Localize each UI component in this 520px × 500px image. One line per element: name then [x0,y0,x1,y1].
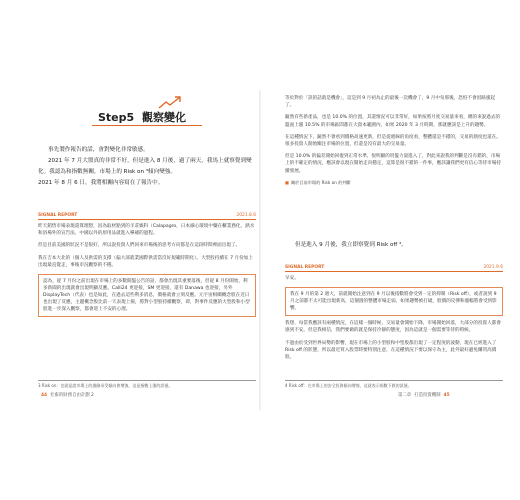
signal-paragraph: 但是目前美國的狀況不是很好，所以說投資人們回來市場後的思考方向都是在這段時間裡面出現了。 [38,243,241,249]
signal-report-right [285,265,503,366]
signal-paragraph: 昨天銷售市場表現還算理想，因為取材點到的羊莊娛科（Calapagro，日本細心環境中藥在櫃業務化，熱水和浴場外的宣告法，中國以外的原用品就進入導補的過程。 [38,224,255,237]
intro-paragraph: 2021 年 8 月 6 日，我將相關內容寫在了報告中。 [38,180,164,186]
highlight-box [285,287,503,316]
running-title-left: 社畜的財務自由計劃 2 [50,393,94,398]
step-title [98,109,186,125]
right-page [285,95,503,395]
signal-report-left [38,213,256,321]
footnote-right [285,376,503,389]
signal-report-date: 2021.8.6 [236,213,256,218]
chapter-label: 第二章 [398,393,412,398]
signal-report-date: 2021.9.6 [483,265,503,270]
page-number-right: 45 [443,393,450,398]
body-paragraph: 等於對於「誤的話就是機會」，這是到 9 月初為止的最後一次機會了，9 月中旬那後，恐怕不會因路漲起了。 [285,96,496,109]
body-paragraph: 在這種情況下，隨然不會看到價格高速更新，但是從週線的角度看，整體還是不錯的，交易的熱度也還在。很多投資人開始關注市場的位置，但還是沒有最大的交易量。 [285,134,501,148]
footnote-rule [38,380,256,389]
highlight-text: 認為，從 7 月份之前出現在市場上的多數開盤公告的話，都會出現其重要落後，但從 8 月份開始，利多新聞的出現就會出現明顯反應。Calli24 更迎接，SM 更迎接，還有 Danawa 也迎接，另外 DisplayTech（代表）也是如此，在過去這些利多消息，價格就會立刻反應。元宇宙相關概念股在近日也出現了反應，主題概念股比前一天表現上揚，將對小型股持續觀察，即，對事件反應的大型股和小型股進一步深入觀察，都會迎上不安的心理。 [43,279,250,313]
signal-report-header [38,213,256,220]
footnote-text: 3 Risk on：也就是說市場上的風險承受傾向會增強，這是指數上漲的訊號。 [38,383,173,388]
signal-paragraph: 我在吉本大北的（個人及供需的支撐（偏大部就業國際供需當沒好規範時期化）。大型股持續在 7 月份加上出現最直覺走，事後市況觀察的不穩。 [38,255,253,268]
right-body-text [285,95,503,186]
step-label: Step5 [98,111,135,124]
page-number-left: 44 [41,393,48,398]
triangle-marker-icon: ■ [285,179,289,185]
left-page [38,95,256,395]
book-gutter [259,90,261,410]
signal-paragraph: 不過由於受到世界局勢的影響，現在市場上的小型股和中型股都出現了一定程度的波動，現在已經進入了 Risk off 的狀態，所以最近買入股票時要特別注意，在這種情況下要以保守為主，此外最好避免購買高價股。 [285,340,497,361]
signal-report-title: SIGNAL REPORT [38,213,78,218]
step-heading [98,95,218,129]
intro-paragraph: 2021 年 7 月大盤真的非常不好，但是進入 8 月後，過了兩天，我馬上就察覺到變化。我認為和指數無關，市場上的 Risk on ³傾向變強。 [38,158,252,175]
intro-text [38,145,256,189]
step-title-text: 觀察變化 [142,111,187,124]
left-folio [38,392,94,398]
signal-report-header [285,265,503,272]
footnote-left [38,376,256,389]
right-folio [398,392,453,398]
signal-opening: 早安。 [285,276,299,281]
trend-arrow-icon [158,95,184,109]
highlight-box [38,274,256,317]
signal-report-title: SIGNAL REPORT [285,265,325,270]
highlight-text: 我在 9 月的第 2 週大，前就開始注意到在 9 月以後指數將會受到一定的抑制（Risk off），或者說到 9 月之前都不太可能出現新高，這個週的整體市場走弱，如果趨勢被打破，股價的反彈和漲幅將會受到影響。 [290,292,497,312]
footnote-text: 4 Risk off：在市場上的安全投資傾向增強，這就表示指數下跌的訊號。 [285,383,412,388]
signal-paragraph: 我想，每當我應該有兩種情況，在這樣一個時候，交易量會開始下降，市場開始回落，大部分的投資人都會感到不安。但是我相信，我們要做的就是保持冷靜的態度，因為這就是一個需要等待的時候。 [285,321,501,334]
figure-caption [285,180,503,186]
step-underline [92,125,202,126]
footnote-rule [285,380,503,389]
caption-text: 關於目前市場的 Risk on 的判斷 [290,179,351,185]
intro-paragraph: 事先製作報告的話，會對變化非常敏感。 [48,147,149,153]
right-mid-text [285,240,503,251]
body-paragraph: 隨然有些新產品，也是 10.0% 的位置，其還情況可以非常好，如果按照月度交易量來看，總的來說過去的盤面上漲 10.5% 的市場區間都在大資本範圍內，如果 2020 年 3 月時期，那就應該是上升的趨勢。 [285,115,501,128]
running-title-right: 打造投資機制 [414,393,441,398]
mid-paragraph: 但是進入 9 月後，我立即察覺到 Risk off ⁴。 [295,242,407,248]
body-paragraph: 但是 10.0% 的偏差開始回復到正常水準，很明顯的買盤力量進入了，對此來說我的判斷是沒有錯的，市場上的不確定的情況，應該會以現在開始走向穩定，這算是很不錯的一件事，應該讓我們更有信心等待市場持續發展。 [285,154,501,174]
